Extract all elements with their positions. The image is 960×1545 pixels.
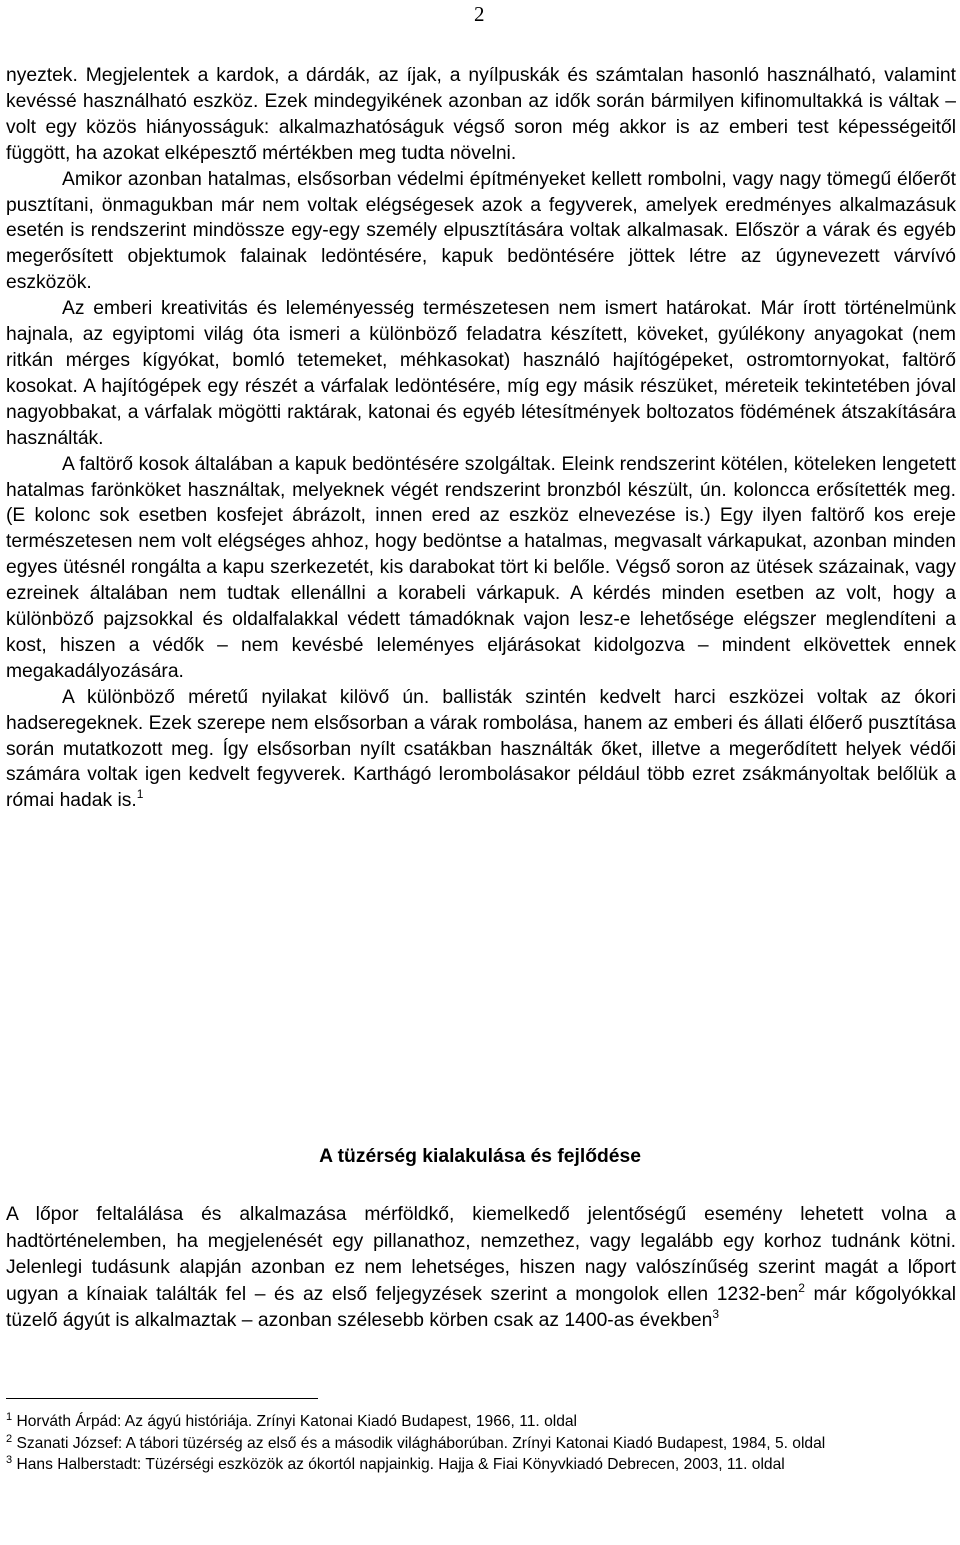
section-title: A tüzérség kialakulása és fejlődése — [319, 1146, 641, 1167]
page-number: 2 — [474, 2, 485, 26]
footnote-1-marker: 1 — [6, 1411, 13, 1423]
section-text-b: már kőgolyókkal tüzelő ágyút is alkalmaztak – azonban szélesebb körben csak az 1400-as években — [6, 1283, 956, 1331]
paragraph-ballistae — [6, 685, 956, 815]
section-text-a: A lőpor feltalálása és alkalmazása mérföldkő, kiemelkedő jelentőségű esemény lehetett volna a hadtörténelemben, ha megjelenését egy pillanathoz, nemzethez, vagy legalább egy korhoz tudnánk kötni. Jelenlegi tudásunk alapján azonban ez nem lehetséges, hiszen nagy valószínűség szerint magát a lőport ugyan a kínaiak találták fel – és az első feljegyzések szerint a mongolok ellen 1232-ben — [6, 1204, 956, 1305]
footnote-1 — [6, 1411, 956, 1433]
footnote-3-marker: 3 — [6, 1454, 13, 1466]
paragraph-ballistae-text: A különböző méretű nyilakat kilövő ún. ballisták szintén kedvelt harci eszközei voltak az ókori hadseregeknek. Ezek szerepe nem elsősorban a várak rombolása, hanem az emberi és állati élőerő pusztítása során mutatkozott meg. Így elsősorban nyílt csatákban használták őket, illetve a megerődített helyek védői számára voltak igen kedvelt fegyverek. Karthágó lerombolásakor például több ezret zsákmányoltak belőlük a római hadak is. — [6, 686, 956, 812]
footnote-2-marker: 2 — [6, 1432, 13, 1445]
footnote-3-text: Hans Halberstadt: Tüzérségi eszközök az ókortól napjainkig. Hajja & Fiai Könyvkiadó Debrecen, 2003, 11. oldal — [12, 1456, 785, 1473]
paragraph-battering-rams: A faltörő kosok általában a kapuk bedöntésére szolgáltak. Eleink rendszerint kötélen, köteleken lengetett hatalmas farönköket használtak, melyeknek végét rendszerint bronzból készült, ún. koloncca erősítették meg. (E kolonc sok esetben kosfejet ábrázolt, innen ered az eszköz elnevezése is.) Egy ilyen faltörő kos ereje természetesen nem volt elégséges ahhoz, hogy bedöntse a hatalmas, megvasalt várkapukat, azonban minden egyes ütésnél rongálta a kapu szerkezetét, kis darabokat tört ki belőle. Végső soron az ütések százainak, vagy ezreinek általában nem tudtak ellenállni a korabeli várkapuk. A kérdés minden esetben az volt, hogy a különböző pajzsokkal és oldalfalakkal védett támadóknak vajon lesz-e lehetősége elégszer meglendíteni a kost, hiszen a védők – nem kevésbé leleményes eljárásokat kidolgozva – mindent elkövettek ennek megakadályozására. — [6, 453, 956, 682]
footnote-separator — [6, 1398, 318, 1399]
section-body-text — [6, 1202, 956, 1335]
footnote-ref-3: 3 — [712, 1307, 720, 1321]
footnote-2 — [6, 1433, 956, 1455]
footnote-3 — [6, 1454, 956, 1476]
paragraph-continued: nyeztek. Megjelentek a kardok, a dárdák, az íjak, a nyílpuskák és számtalan hasonló használható, valamint kevéssé használható eszköz. Ezek mindegyikének azonban az idők során bármilyen kifinomultakká is váltak – volt egy közös hiányosságuk: alkalmazhatóságuk végső soron még akkor is az emberi test képességeitől függött, ha azokat elképesztő mértékben meg tudta növelni. — [6, 65, 956, 164]
footnote-ref-2: 2 — [798, 1280, 805, 1295]
footnotes — [6, 1411, 956, 1476]
section-paragraph — [6, 1202, 956, 1335]
main-body-text — [6, 63, 956, 814]
footnote-1-text: Horváth Árpád: Az ágyú históriája. Zrínyi Katonai Kiadó Budapest, 1966, 11. oldal — [12, 1413, 578, 1430]
footnote-2-text: Szanati József: A tábori tüzérség az első és a második világháborúban. Zrínyi Katonai Kiadó Budapest, 1984, 5. oldal — [12, 1434, 826, 1452]
footnote-ref-1: 1 — [136, 787, 144, 802]
paragraph-defensive-weapons: Amikor azonban hatalmas, elsősorban védelmi építményeket kellett rombolni, vagy nagy tömegű élőerőt pusztítani, önmagukban már nem voltak elégségesek azok a fegyverek, amelyek eredményes alkalmazásuk esetén is rendszerint mindössze egy-egy személy elpusztítására voltak alkalmasak. Először a várak és egyéb megerősített objektumok falainak ledöntésére, kapuk bedöntésére jöttek létre az úgynevezett várvívó eszközök. — [6, 168, 956, 294]
paragraph-siege-engines: Az emberi kreativitás és leleményesség természetesen nem ismert határokat. Már írott történelmünk hajnala, az egyiptomi világ óta ismeri a különböző feladatra készített, köveket, gyúlékony anyagokat (nem ritkán mérges kígyókat, bomló tetemeket, méhkasokat) használó hajítógépeket, ostromtornyokat, faltörő kosokat. A hajítógépek egy részét a várfalak ledöntésére, míg egy másik részüket, méreteik tekintetében jóval nagyobbakat, a várfalak mögötti raktárak, katonai és egyéb létesítmények boltozatos födémének átszakítására használták. — [6, 298, 956, 449]
